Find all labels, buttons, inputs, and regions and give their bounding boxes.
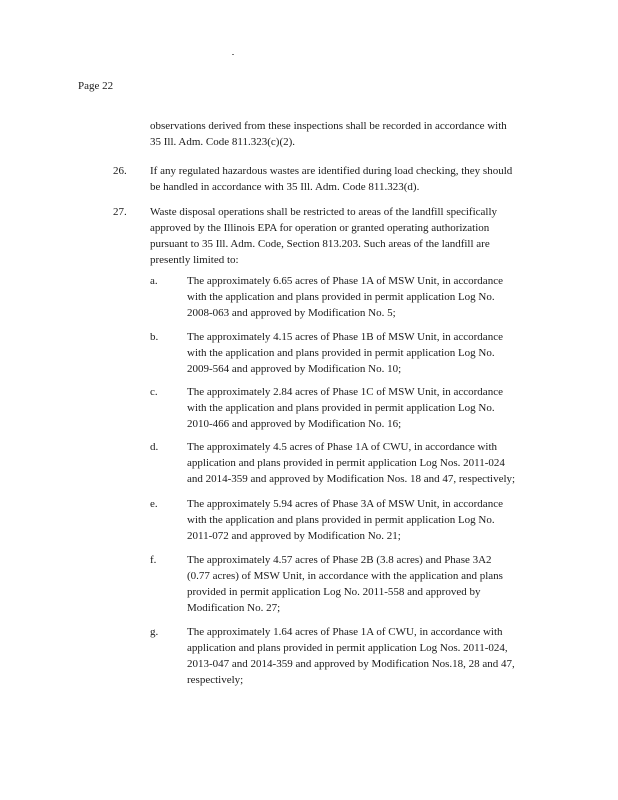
paragraph-27-text: Waste disposal operations shall be restricted to areas of the landfill specifically approved by the Illinois EPA for operation or granted operating authorization pursuant to 35 Ill. Adm. Code, Section 813.203. Such areas of the landfill are presently limited to: — [150, 206, 498, 266]
item-c-letter: c. — [150, 386, 158, 398]
item-f-text: The approximately 4.57 acres of Phase 2B (3.8 acres) and Phase 3A2 (0.77 acres) of MSW Unit, in accordance with the application and plans provided in permit application Log No. 2011-558 and approved by Modification No. 27; — [187, 554, 503, 614]
paragraph-26-text: If any regulated hazardous wastes are identified during load checking, they should be handled in accordance with 35 Ill. Adm. Code 811.323(d). — [150, 165, 513, 193]
item-d-letter: d. — [150, 441, 159, 453]
item-g-letter: g. — [150, 626, 159, 638]
item-c-text: The approximately 2.84 acres of Phase 1C of MSW Unit, in accordance with the application and plans provided in permit application Log No. 2010-466 and approved by Modification No. 16; — [187, 386, 503, 430]
item-b-text: The approximately 4.15 acres of Phase 1B of MSW Unit, in accordance with the application and plans provided in permit application Log No. 2009-564 and approved by Modification No. 10; — [187, 331, 503, 375]
continued-paragraph: observations derived from these inspections shall be recorded in accordance with 35 Ill. Adm. Code 811.323(c)(2). — [150, 120, 507, 148]
item-e-text: The approximately 5.94 acres of Phase 3A of MSW Unit, in accordance with the application and plans provided in permit application Log No. 2011-072 and approved by Modification No. 21; — [187, 498, 503, 542]
paragraph-number-26: 26. — [113, 165, 127, 177]
page-number: Page 22 — [78, 80, 114, 92]
item-d-text: The approximately 4.5 acres of Phase 1A of CWU, in accordance with application and plans provided in permit application Log Nos. 2011-024 and 2014-359 and approved by Modification Nos. 18 and 47, respectively; — [187, 441, 516, 485]
scan-mark — [232, 54, 234, 55]
item-a-text: The approximately 6.65 acres of Phase 1A of MSW Unit, in accordance with the application and plans provided in permit application Log No. 2008-063 and approved by Modification No. 5; — [187, 275, 503, 319]
item-e-letter: e. — [150, 498, 158, 510]
item-g-text: The approximately 1.64 acres of Phase 1A of CWU, in accordance with application and plans provided in permit application Log Nos. 2011-024, 2013-047 and 2014-359 and approved by Modification Nos.18, 28 and 47, respectively; — [187, 626, 515, 686]
item-f-letter: f. — [150, 554, 157, 566]
paragraph-number-27: 27. — [113, 206, 127, 218]
item-a-letter: a. — [150, 275, 158, 287]
item-b-letter: b. — [150, 331, 159, 343]
